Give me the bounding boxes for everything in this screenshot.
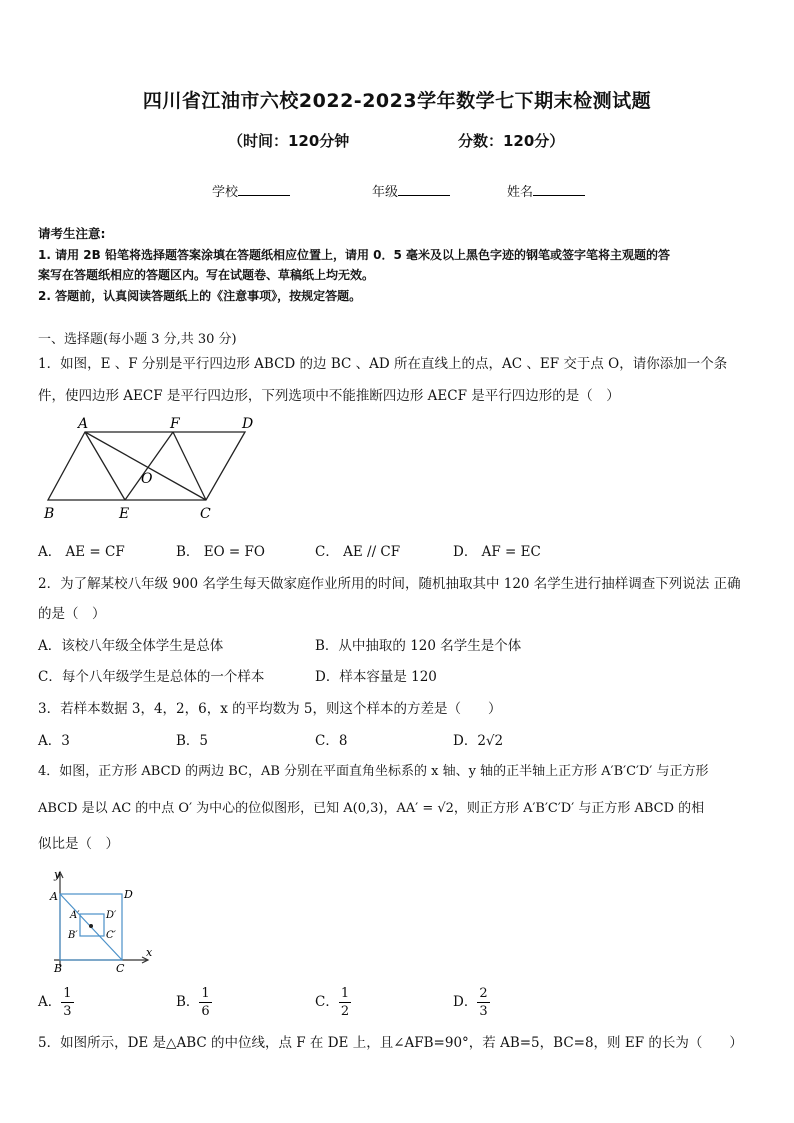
- q1-figure: [38, 414, 268, 524]
- q4-option-d[interactable]: [453, 987, 490, 1018]
- q4-option-a[interactable]: [38, 987, 74, 1018]
- q1-option-a[interactable]: A． AE = CF: [38, 544, 125, 560]
- name-label: 姓名: [507, 185, 534, 200]
- q4-label-b-prime: B′: [68, 930, 78, 941]
- section-heading: 一、选择题(每小题 3 分,共 30 分): [38, 332, 237, 347]
- q3-option-b[interactable]: B．5: [176, 733, 209, 749]
- notice-line-2: 2. 答题前，认真阅读答题纸上的《注意事项》，按规定答题。: [38, 289, 362, 303]
- name-blank[interactable]: [533, 183, 585, 196]
- q1-label-f: F: [170, 416, 180, 432]
- q4-option-b-num: 1: [201, 986, 210, 1001]
- grade-label: 年级: [372, 185, 399, 200]
- q4-line-2: ABCD 是以 AC 的中点 O′ 为中心的位似图形，已知 A(0,3)，AA′ = √2，则正方形 A′B′C′D′ 与正方形 ABCD 的相: [38, 801, 705, 816]
- q2-option-d[interactable]: D．样本容量是 120: [315, 669, 437, 685]
- q5-line-1: 5．如图所示，DE 是△ABC 的中位线，点 F 在 DE 上，且∠AFB=90°，若 AB=5，BC=8，则 EF 的长为（ ）: [38, 1035, 743, 1051]
- q3-option-d[interactable]: D．2√2: [453, 733, 504, 749]
- q2-option-a[interactable]: A．该校八年级全体学生是总体: [38, 638, 224, 654]
- school-blank[interactable]: [238, 183, 290, 196]
- q4-option-c-num: 1: [340, 986, 350, 1001]
- q4-figure: [44, 868, 154, 972]
- q4-option-d-den: 3: [479, 1004, 488, 1019]
- page-title: 四川省江油市六校2022-2023学年数学七下期末检测试题: [142, 90, 652, 112]
- q4-option-a-letter: A．: [38, 994, 62, 1010]
- q3-option-c[interactable]: C．8: [315, 733, 348, 749]
- q2-line-1: 2．为了解某校八年级 900 名学生每天做家庭作业所用的时间，随机抽取其中 120 名学生进行抽样调查下列说法 正确: [38, 576, 741, 592]
- q4-option-b-letter: B．: [176, 994, 200, 1010]
- q2-option-c[interactable]: C．每个八年级学生是总体的一个样本: [38, 669, 265, 685]
- q1-label-e: E: [119, 506, 130, 522]
- q4-line-1: 4．如图，正方形 ABCD 的两边 BC，AB 分别在平面直角坐标系的 x 轴、y 轴的正半轴上正方形 A′B′C′D′ 与正方形: [38, 764, 709, 779]
- q2-line-2: 的是（ ）: [38, 606, 106, 622]
- q4-option-d-fraction: [477, 987, 489, 1018]
- q4-option-c-den: 2: [340, 1004, 350, 1019]
- q1-line-1: 1．如图，E 、F 分别是平行四边形 ABCD 的边 BC 、AD 所在直线上的点，AC 、EF 交于点 O，请你添加一个条: [38, 356, 728, 372]
- q4-option-a-den: 3: [63, 1004, 72, 1019]
- q1-label-b: B: [44, 506, 55, 522]
- q4-label-y: y: [54, 868, 61, 881]
- school-label: 学校: [212, 185, 239, 200]
- q4-option-c-letter: C．: [315, 994, 339, 1010]
- q4-option-a-num: 1: [63, 986, 72, 1001]
- notice-line-1: 1. 请用 2B 铅笔将选择题答案涂填在答题纸相应位置上，请用 0．5 毫米及以上黑色字迹的钢笔或签字笔将主观题的答: [38, 248, 670, 262]
- q4-option-b-den: 6: [201, 1004, 210, 1019]
- q1-option-b[interactable]: B． EO = FO: [176, 544, 265, 560]
- grade-field: [372, 181, 450, 200]
- q4-label-x: x: [146, 946, 153, 959]
- q4-option-d-letter: D．: [453, 994, 478, 1010]
- q4-label-b: B: [54, 962, 63, 972]
- q4-option-a-fraction: [61, 987, 73, 1018]
- q1-label-a: A: [78, 416, 89, 432]
- q4-option-b[interactable]: [176, 987, 212, 1018]
- q4-line-3: 似比是（ ）: [38, 836, 119, 852]
- grade-blank[interactable]: [398, 183, 450, 196]
- q4-option-c-fraction: [339, 987, 351, 1018]
- q4-label-a: A: [50, 890, 58, 903]
- exam-time: （时间：120分钟: [228, 132, 350, 150]
- q3-line-1: 3．若样本数据 3，4，2，6，x 的平均数为 5，则这个样本的方差是（ ）: [38, 701, 502, 717]
- exam-score: 分数：120分）: [458, 132, 565, 150]
- name-field: [507, 181, 585, 200]
- notice-heading: 请考生注意:: [38, 226, 106, 241]
- q1-option-d[interactable]: D． AF = EC: [453, 544, 541, 560]
- q4-option-c[interactable]: [315, 987, 351, 1018]
- q1-label-c: C: [200, 506, 211, 522]
- q1-option-c[interactable]: C． AE // CF: [315, 544, 401, 560]
- notice-line-1b: 案写在答题纸相应的答题区内。写在试题卷、草稿纸上均无效。: [38, 268, 375, 282]
- school-field: [212, 181, 290, 200]
- q2-option-b[interactable]: B．从中抽取的 120 名学生是个体: [315, 638, 522, 654]
- q4-label-d: D: [124, 888, 133, 901]
- q4-label-a-prime: A′: [70, 910, 80, 921]
- q1-label-d: D: [242, 416, 254, 432]
- q4-label-d-prime: D′: [106, 910, 117, 921]
- q1-line-2: 件，使四边形 AECF 是平行四边形，下列选项中不能推断四边形 AECF 是平行四边形的是（ ）: [38, 388, 620, 404]
- q4-label-c: C: [116, 962, 125, 972]
- q4-option-d-num: 2: [479, 986, 488, 1001]
- q4-option-b-fraction: [199, 987, 211, 1018]
- q4-center-point: [89, 924, 93, 928]
- q1-label-o: O: [141, 471, 153, 487]
- q4-label-c-prime: C′: [106, 930, 116, 941]
- q3-option-a[interactable]: A．3: [38, 733, 70, 749]
